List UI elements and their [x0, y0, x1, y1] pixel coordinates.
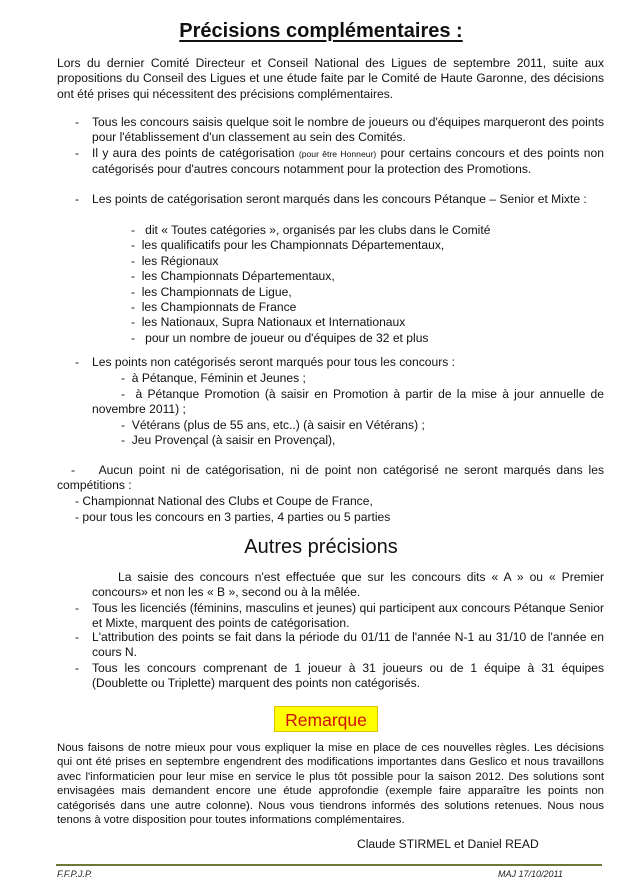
list-item: - Vétérans (plus de 55 ans, etc..) (à saisir en Vétérans) ; — [121, 418, 425, 432]
footer-update-date: MAJ 17/10/2011 — [498, 869, 563, 879]
bullet-note-small: (pour être Honneur) — [298, 149, 377, 159]
list-item: - les Régionaux — [131, 253, 219, 268]
bullet-marker: - — [75, 192, 80, 206]
bullet-marker: - — [75, 115, 80, 129]
bullet-marker: - — [75, 661, 80, 675]
bullet-points-senior-mixte: Les points de catégorisation seront marqués dans les concours Pétanque – Senior et Mixte : — [92, 192, 587, 206]
signature: Claude STIRMEL et Daniel READ — [357, 837, 539, 851]
bullet-aucun-point: - Aucun point ni de catégorisation, ni de point non catégorisé ne seront marqués dans les compétitions : — [57, 463, 605, 493]
list-item: - Jeu Provençal (à saisir en Provençal), — [121, 433, 336, 447]
footer-organisation: F.F.P.J.P. — [57, 869, 93, 879]
bullet-marker: - — [75, 601, 80, 615]
bullet-points-categorisation — [92, 146, 604, 178]
remarque-badge: Remarque — [274, 706, 378, 732]
bullet-marker: - — [75, 630, 80, 644]
section-heading-autres-precisions: Autres précisions — [244, 536, 398, 558]
remarque-text: Nous faisons de notre mieux pour vous expliquer la mise en place de ces nouvelles règles. Les décisions qui ont été prises en septembre engendrent des modifications importantes dans Geslico et nous travaillons avec l'informaticien pour leur mise en service le plus tôt possible pour la saison 2012. Des solutions sont envisagées mais demandent encore une étude approfondie (exemple faire apparaître les points non catégorisés dans une autre colonne). Nous vous tiendrons informés des solutions retenues. Nous nous tenons à votre disposition pour toutes informations complémentaires. — [57, 742, 604, 827]
list-item: - pour tous les concours en 3 parties, 4 parties ou 5 parties — [75, 510, 391, 524]
list-item: - à Pétanque Promotion (à saisir en Promotion à partir de la mise à jour annuelle de novembre 2011) ; — [92, 387, 605, 417]
autres-intro: La saisie des concours n'est effectuée que sur les concours dits « A » ou « Premier concours» et non les « B », second ou à la mêlée. — [92, 570, 604, 600]
list-item: - dit « Toutes catégories », organisés par les clubs dans le Comité — [131, 223, 491, 237]
bullet-attribution: L'attribution des points se fait dans la période du 01/11 de l'année N-1 au 31/10 de l'année en cours N. — [92, 630, 604, 660]
sub-list-categorisation — [131, 223, 490, 346]
list-item: - les Championnats Départementaux, — [131, 269, 335, 284]
bullet-marker: - — [75, 355, 80, 369]
bullet-concours-1-31: Tous les concours comprenant de 1 joueur à 31 joueurs ou de 1 équipe à 31 équipes (Doublette ou Triplette) marquent des points non catégorisés. — [92, 661, 604, 691]
intro-paragraph: Lors du dernier Comité Directeur et Conseil National des Ligues de septembre 2011, suite aux propositions du Conseil des Ligues et une étude faite par le Comité de Haute Garonne, des décisions ont été prises qui nécessitent des précisions complémentaires. — [57, 56, 604, 101]
page-title: Précisions complémentaires : — [179, 20, 463, 42]
bullet-licencies: Tous les licenciés (féminins, masculins et jeunes) qui participent aux concours Pétanque Senior et Mixte, marquent des points de catégorisation. — [92, 601, 604, 631]
list-item: - à Pétanque, Féminin et Jeunes ; — [121, 371, 306, 385]
bullet-points-non-categorises: Les points non catégorisés seront marqués pour tous les concours : — [92, 355, 456, 369]
list-item: - Championnat National des Clubs et Coupe de France, — [75, 494, 373, 508]
bullet-concours-saisis: Tous les concours saisis quelque soit le nombre de joueurs ou d'équipes marqueront des points pour l'établissement d'un classement au sein des Comités. — [92, 115, 604, 145]
list-item: - les qualificatifs pour les Championnats Départementaux, — [131, 238, 445, 253]
list-item: - les Championnats de Ligue, — [131, 284, 292, 299]
bullet-text: pour certains concours et des points non catégorisés pour d'autres concours notamment pour la protection des Promotions. — [92, 146, 604, 177]
list-item: - les Championnats de France — [131, 300, 297, 315]
bullet-text: Il y aura des points de catégorisation — [92, 146, 295, 160]
footer-divider — [56, 864, 602, 866]
list-item: - pour un nombre de joueur ou d'équipes de 32 et plus — [131, 330, 429, 345]
list-item: - les Nationaux, Supra Nationaux et Internationaux — [131, 315, 406, 330]
bullet-marker: - — [75, 146, 80, 160]
